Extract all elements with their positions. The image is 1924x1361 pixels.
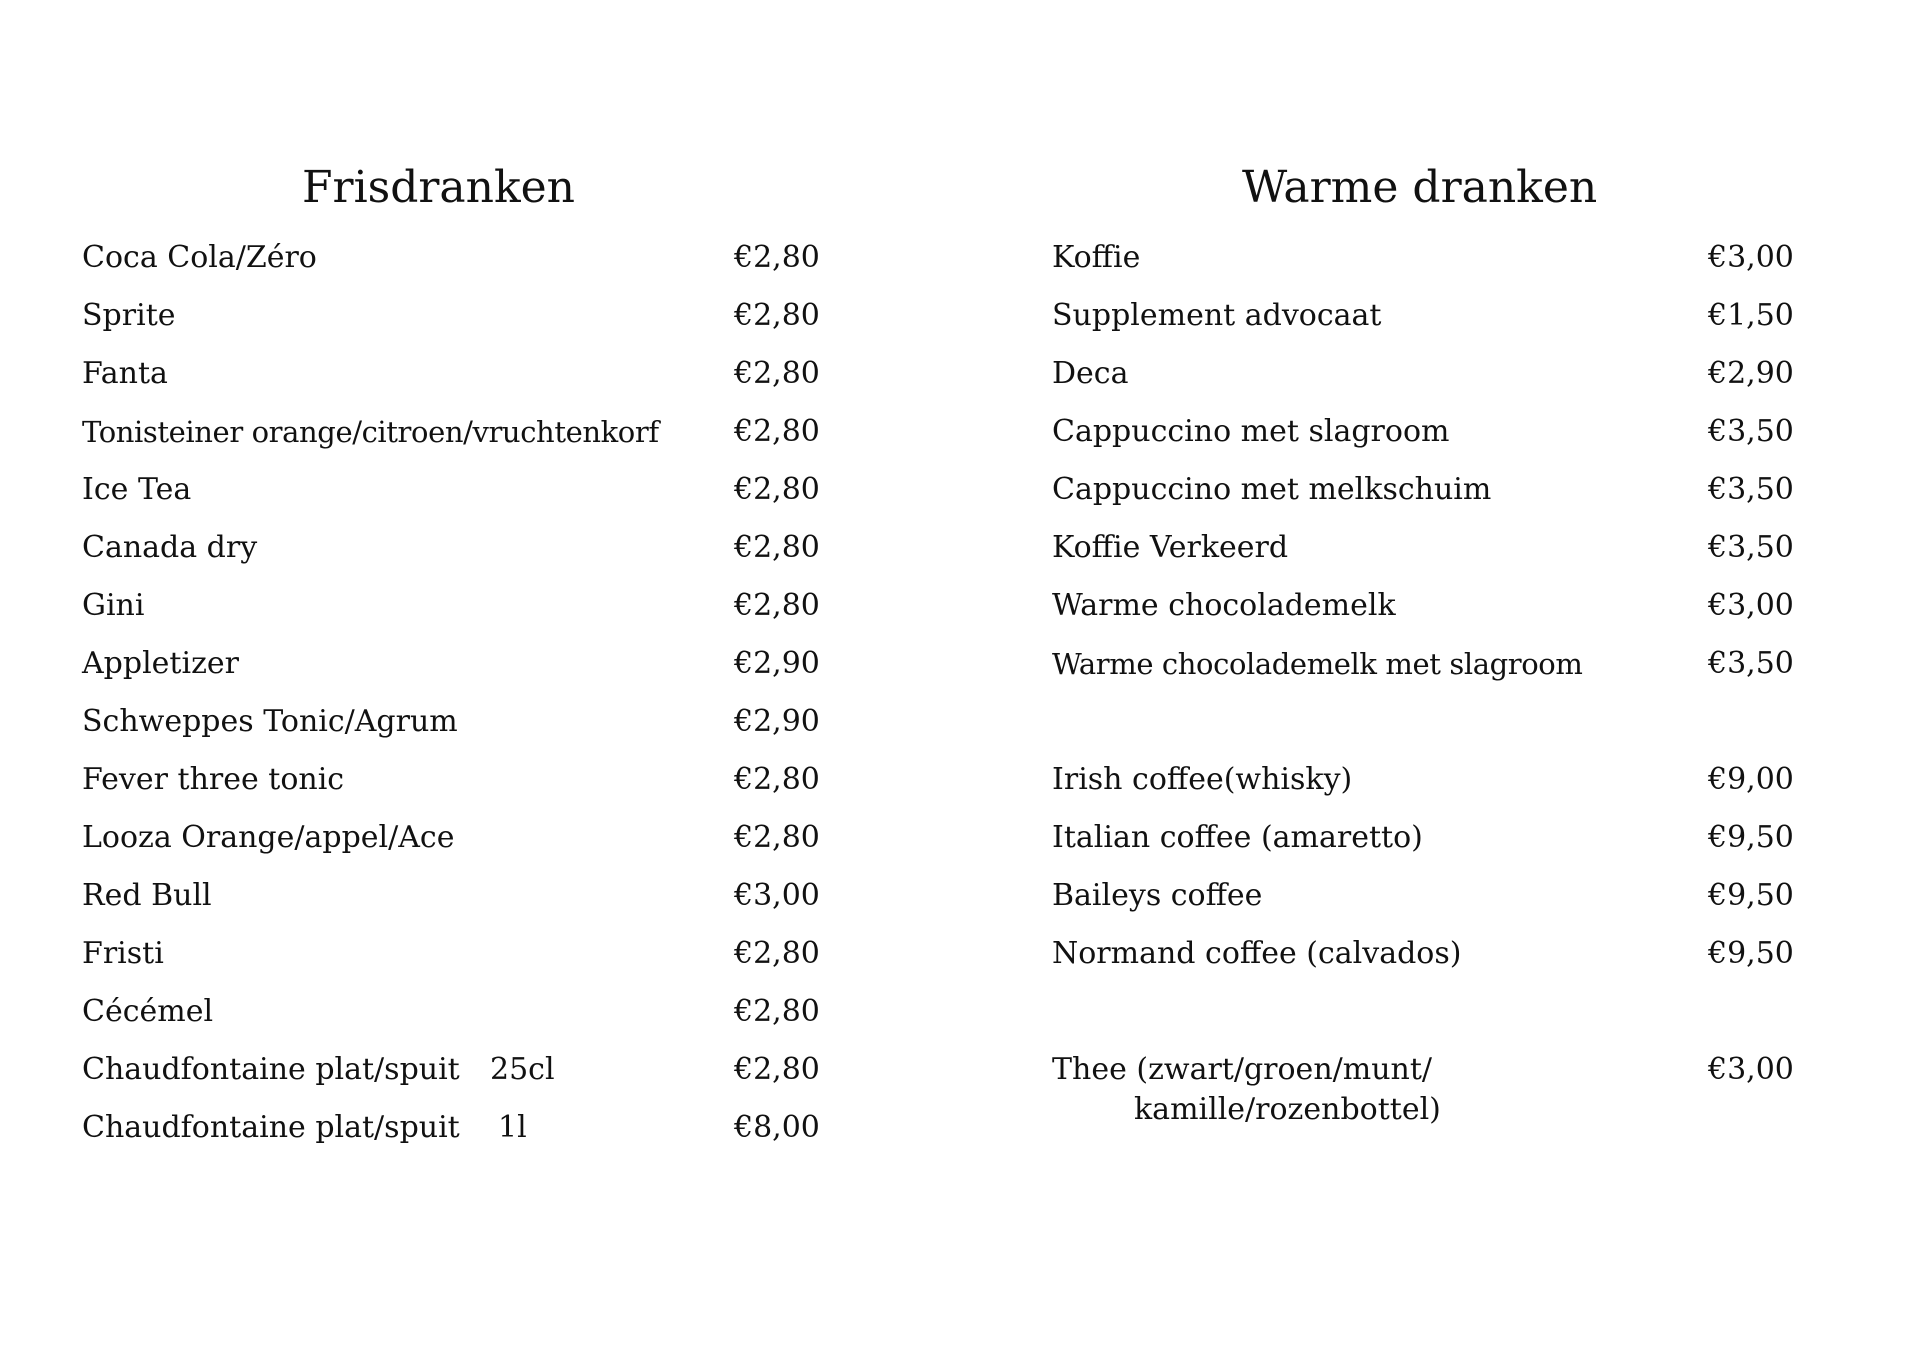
menu-item xyxy=(82,936,892,994)
item-name: Ice Tea xyxy=(82,472,192,507)
item-name: Warme chocolademelk xyxy=(1052,588,1396,623)
menu-item xyxy=(82,472,892,530)
item-price: €9,50 xyxy=(1708,878,1794,913)
menu-item xyxy=(1052,936,1882,994)
item-name: Irish coffee(whisky) xyxy=(1052,762,1353,797)
item-name: Sprite xyxy=(82,298,176,333)
menu-item xyxy=(82,994,892,1052)
menu-item xyxy=(82,414,892,472)
item-price: €9,50 xyxy=(1708,820,1794,855)
item-price: €2,80 xyxy=(734,356,820,391)
item-name: Italian coffee (amaretto) xyxy=(1052,820,1423,855)
item-price: €3,50 xyxy=(1708,472,1794,507)
item-price: €2,80 xyxy=(734,994,820,1029)
item-price: €3,50 xyxy=(1708,646,1794,681)
item-name: Fristi xyxy=(82,936,164,971)
menu-item xyxy=(1052,878,1882,936)
item-name: Cappuccino met melkschuim xyxy=(1052,472,1492,507)
menu-item xyxy=(82,530,892,588)
menu-item xyxy=(82,1052,892,1110)
menu-item xyxy=(1052,646,1882,704)
item-name: Chaudfontaine plat/spuit xyxy=(82,1052,460,1087)
menu-item xyxy=(1052,762,1882,820)
item-size: 25cl xyxy=(490,1052,555,1087)
item-price: €3,50 xyxy=(1708,530,1794,565)
menu-item xyxy=(82,588,892,646)
item-name: Red Bull xyxy=(82,878,212,913)
item-price: €3,50 xyxy=(1708,414,1794,449)
item-price: €2,80 xyxy=(734,588,820,623)
item-name: Schweppes Tonic/Agrum xyxy=(82,704,458,739)
item-price: €2,80 xyxy=(734,414,820,449)
item-price: €2,80 xyxy=(734,298,820,333)
item-price: €2,80 xyxy=(734,820,820,855)
item-name: Canada dry xyxy=(82,530,258,565)
item-price: €8,00 xyxy=(734,1110,820,1145)
menu-item xyxy=(82,820,892,878)
item-name: Cappuccino met slagroom xyxy=(1052,414,1450,449)
item-size: 1l xyxy=(498,1110,527,1145)
item-name: Deca xyxy=(1052,356,1129,391)
menu-item xyxy=(82,704,892,762)
item-name-continuation: kamille/rozenbottel) xyxy=(1134,1092,1441,1127)
menu-item xyxy=(1052,356,1882,414)
menu-item xyxy=(82,878,892,936)
item-price: €9,50 xyxy=(1708,936,1794,971)
item-name: Fanta xyxy=(82,356,168,391)
item-name: Fever three tonic xyxy=(82,762,345,797)
item-name: Appletizer xyxy=(82,646,239,681)
item-name: Chaudfontaine plat/spuit xyxy=(82,1110,460,1145)
menu-item xyxy=(1052,472,1882,530)
item-name: Cécémel xyxy=(82,994,214,1029)
menu-item xyxy=(82,1110,892,1168)
menu-item xyxy=(1052,240,1882,298)
item-price: €3,00 xyxy=(1708,240,1794,275)
item-price: €2,80 xyxy=(734,530,820,565)
menu-item xyxy=(1052,414,1882,472)
menu-item xyxy=(1052,530,1882,588)
item-name: Koffie Verkeerd xyxy=(1052,530,1289,565)
menu-item xyxy=(82,298,892,356)
item-name: Koffie xyxy=(1052,240,1141,275)
warme-dranken-heading: Warme dranken xyxy=(1242,162,1598,213)
item-price: €9,00 xyxy=(1708,762,1794,797)
item-price: €2,80 xyxy=(734,1052,820,1087)
item-price: €2,90 xyxy=(734,646,820,681)
item-price: €3,00 xyxy=(1708,588,1794,623)
item-price: €2,80 xyxy=(734,472,820,507)
item-price: €1,50 xyxy=(1708,298,1794,333)
menu-item xyxy=(1052,820,1882,878)
item-price: €3,00 xyxy=(1708,1052,1794,1087)
item-price: €2,80 xyxy=(734,762,820,797)
menu-item xyxy=(1052,298,1882,356)
menu-item xyxy=(82,762,892,820)
menu-item xyxy=(1052,588,1882,646)
item-name: Looza Orange/appel/Ace xyxy=(82,820,455,855)
item-price: €3,00 xyxy=(734,878,820,913)
item-name: Baileys coffee xyxy=(1052,878,1263,913)
menu-item xyxy=(82,240,892,298)
item-price: €2,80 xyxy=(734,936,820,971)
item-name: Warme chocolademelk met slagroom xyxy=(1052,647,1583,681)
item-price: €2,90 xyxy=(734,704,820,739)
item-name: Normand coffee (calvados) xyxy=(1052,936,1462,971)
frisdranken-heading: Frisdranken xyxy=(302,162,576,213)
item-name: Supplement advocaat xyxy=(1052,298,1382,333)
item-name: Tonisteiner orange/citroen/vruchtenkorf xyxy=(82,415,659,449)
menu-item xyxy=(1052,1052,1882,1152)
item-name: Gini xyxy=(82,588,145,623)
menu-item xyxy=(82,356,892,414)
item-price: €2,80 xyxy=(734,240,820,275)
item-name: Coca Cola/Zéro xyxy=(82,240,317,275)
menu-item xyxy=(82,646,892,704)
item-price: €2,90 xyxy=(1708,356,1794,391)
item-name: Thee (zwart/groen/munt/ xyxy=(1052,1052,1432,1087)
